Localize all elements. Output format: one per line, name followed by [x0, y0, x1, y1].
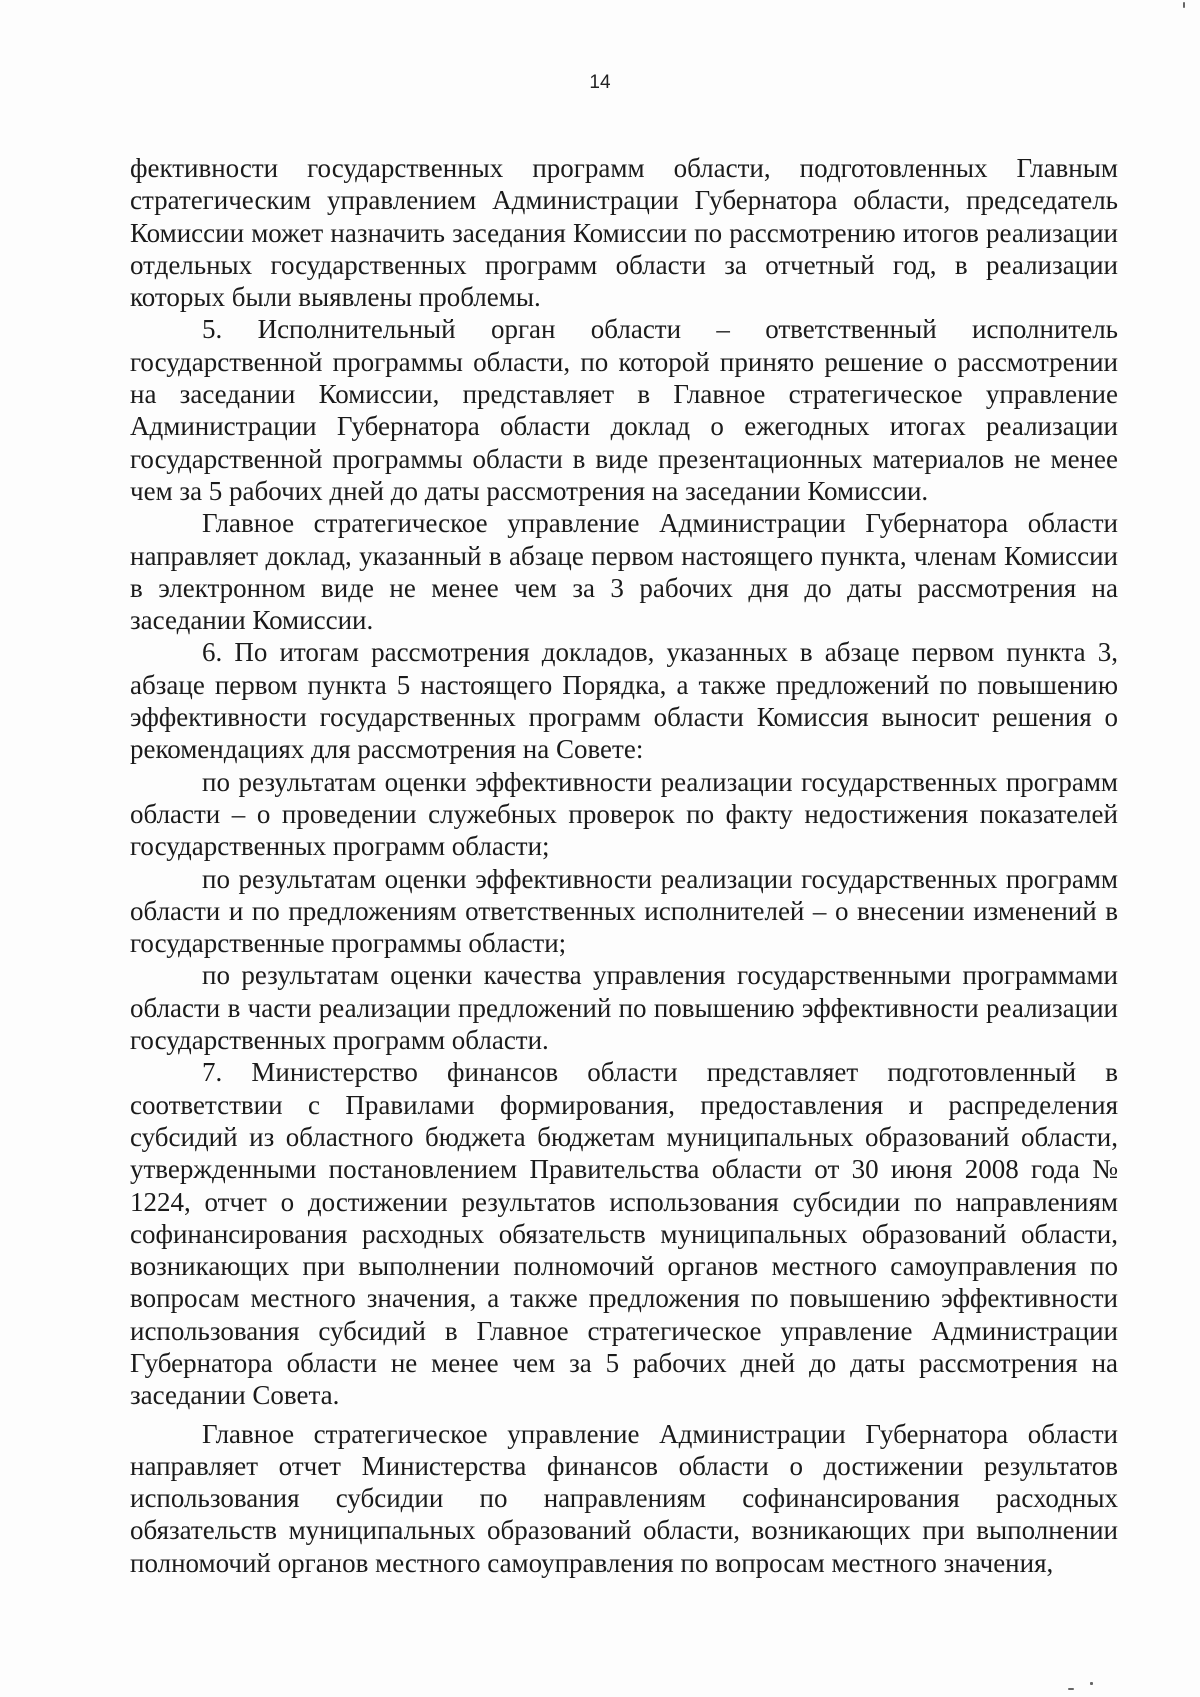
scan-speck	[1090, 1682, 1093, 1685]
paragraph-item-7-second: Главное стратегическое управление Администрации Губернатора области направляет отчет Министерства финансов области о достижении результатов использования субсидии по направлениям софинансирования расходных обязательств муниципальных образований области, возникающих при выполнении полномочий органов местного самоуправления по вопросам местного значения,	[130, 1418, 1118, 1578]
paragraph-item-5-second: Главное стратегическое управление Администрации Губернатора области направляет доклад, указанный в абзаце первом настоящего пункта, членам Комиссии в электронном виде не менее чем за 3 рабочих дня до даты рассмотрения на заседании Комиссии.	[130, 508, 1118, 636]
scan-speck	[1183, 2, 1185, 8]
paragraph-item-6-first-case: по результатам оценки эффективности реализации государственных программ области – о проведении служебных проверок по факту недостижения показателей государственных программ области;	[130, 766, 1118, 862]
paragraph-item-6-second-case: по результатам оценки эффективности реализации государственных программ области и по предложениям ответственных исполнителей – о внесении изменений в государственные программы области;	[130, 863, 1118, 959]
paragraph-item-6-third-case: по результатам оценки качества управления государственными программами области в части реализации предложений по повышению эффективности реализации государственных программ области.	[130, 960, 1118, 1056]
paragraph-continuation: фективности государственных программ области, подготовленных Главным стратегическим управлением Администрации Губернатора области, председатель Комиссии может назначить заседания Комиссии по рассмотрению итогов реализации отдельных государственных программ области за отчетный год, в реализации которых были выявлены проблемы.	[130, 153, 1118, 313]
paragraph-item-5: 5. Исполнительный орган области – ответственный исполнитель государственной программы области, по которой принято решение о рассмотрении на заседании Комиссии, представляет в Главное стратегическое управление Администрации Губернатора области доклад о ежегодных итогах реализации государственной программы области в виде презентационных материалов не менее чем за 5 рабочих дней до даты рассмотрения на заседании Комиссии.	[130, 314, 1118, 506]
scan-speck	[1068, 1688, 1074, 1690]
page-number: 14	[589, 72, 611, 93]
paragraph-item-7: 7. Министерство финансов области представляет подготовленный в соответствии с Правилами формирования, предоставления и распределения субсидий из областного бюджета бюджетам муниципальных образований области, утвержденными постановлением Правительства области от 30 июня 2008 года № 1224, отчет о достижении результатов использования субсидии по направлениям софинансирования расходных обязательств муниципальных образований области, возникающих при выполнении полномочий органов местного самоуправления по вопросам местного значения, а также предложения по повышению эффективности использования субсидий в Главное стратегическое управление Администрации Губернатора области не менее чем за 5 рабочих дней до даты рассмотрения на заседании Совета.	[130, 1057, 1118, 1411]
paragraph-item-6: 6. По итогам рассмотрения докладов, указанных в абзаце первом пункта 3, абзаце первом пункта 5 настоящего Порядка, а также предложений по повышению эффективности государственных программ области Комиссия выносит решения о рекомендациях для рассмотрения на Совете:	[130, 637, 1118, 765]
document-body	[130, 152, 1118, 1579]
